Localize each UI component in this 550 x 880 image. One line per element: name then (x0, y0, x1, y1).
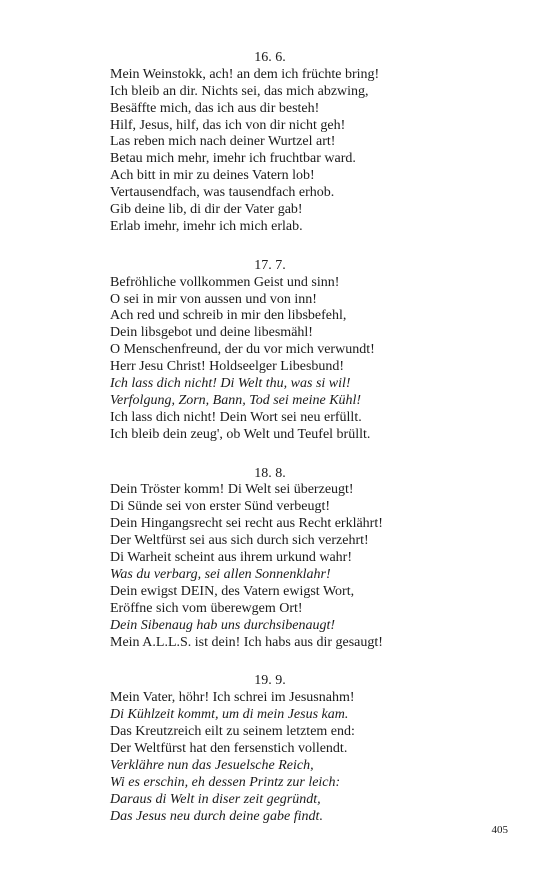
verse-line: Ach red und schreib in mir den libsbefehl, (110, 308, 347, 324)
stanza (110, 258, 430, 444)
stanza (110, 466, 430, 652)
verse-line: Verfolgung, Zorn, Bann, Tod sei meine Kühl! (110, 392, 362, 408)
page-number: 405 (491, 824, 508, 836)
verse-line: Mein Vater, höhr! Ich schrei im Jesusnahm! (110, 690, 355, 706)
verse-line: Dein Sibenaug hab uns durchsibenaugt! (110, 617, 336, 633)
verse-line: Gib deine lib, di dir der Vater gab! (110, 202, 303, 218)
verse-line: Vertausendfach, was tausendfach erhob. (110, 185, 335, 201)
verse-line: Der Weltfürst hat den fersenstich vollendt. (110, 740, 348, 756)
verse-line: Dein ewigst DEIN, des Vatern ewigst Wort, (110, 583, 355, 599)
poem-page (110, 50, 430, 847)
stanza (110, 50, 430, 236)
verse-line: Ich bleib an dir. Nichts sei, das mich abzwing, (110, 83, 369, 99)
verse-line: Befröhliche vollkommen Geist und sinn! (110, 274, 340, 290)
verse-line: Wi es erschin, eh dessen Printz zur leich: (110, 774, 341, 790)
verse-line: Mein A.L.L.S. ist dein! Ich habs aus dir gesaugt! (110, 634, 383, 650)
verse-line: Di Kühlzeit kommt, um di mein Jesus kam. (110, 707, 349, 723)
verse-line: Besäffte mich, das ich aus dir besteh! (110, 100, 320, 116)
verse-line: Eröffne sich vom überewgem Ort! (110, 600, 303, 616)
stanza-number: 16. 6. (254, 50, 286, 65)
verse-line: Daraus di Welt in diser zeit gegründt, (110, 791, 321, 807)
verse-line: Dein Tröster komm! Di Welt sei überzeugt! (110, 482, 354, 498)
verse-line: Hilf, Jesus, hilf, das ich von dir nicht geh! (110, 117, 346, 133)
verse-line: Las reben mich nach deiner Wurtzel art! (110, 134, 336, 150)
verse-line: Dein Hingangsrecht sei recht aus Recht erklährt! (110, 516, 383, 532)
verse-line: Was du verbarg, sei allen Sonnenklahr! (110, 566, 331, 582)
verse-line: Das Jesus neu durch deine gabe findt. (110, 808, 323, 824)
verse-line: Betau mich mehr, imehr ich fruchtbar ward. (110, 151, 356, 167)
verse-line: O Menschenfreund, der du vor mich verwundt! (110, 342, 375, 358)
stanza-number: 19. 9. (254, 673, 286, 689)
stanza-number: 18. 8. (254, 465, 286, 481)
verse-line: Dein libsgebot und deine libesmähl! (110, 325, 313, 341)
verse-line: Ach bitt in mir zu deines Vatern lob! (110, 168, 315, 184)
stanza-number: 17. 7. (254, 257, 286, 273)
verse-line: Erlab imehr, imehr ich mich erlab. (110, 218, 303, 234)
stanza (110, 673, 430, 825)
verse-line: Di Sünde sei von erster Sünd verbeugt! (110, 499, 331, 515)
verse-line: Herr Jesu Christ! Holdseelger Libesbund! (110, 359, 345, 375)
verse-line: Ich lass dich nicht! Dein Wort sei neu erfüllt. (110, 409, 362, 425)
verse-line: O sei in mir von aussen und von inn! (110, 291, 317, 307)
verse-line: Ich lass dich nicht! Di Welt thu, was si wil! (110, 376, 351, 392)
verse-line: Verklähre nun das Jesuelsche Reich, (110, 757, 314, 773)
verse-line: Di Warheit scheint aus ihrem urkund wahr! (110, 550, 352, 566)
verse-line: Der Weltfürst sei aus sich durch sich verzehrt! (110, 533, 369, 549)
verse-line: Das Kreutzreich eilt zu seinem letztem end: (110, 724, 355, 740)
verse-line: Mein Weinstokk, ach! an dem ich früchte bring! (110, 66, 380, 82)
verse-line: Ich bleib dein zeug', ob Welt und Teufel brüllt. (110, 426, 371, 442)
